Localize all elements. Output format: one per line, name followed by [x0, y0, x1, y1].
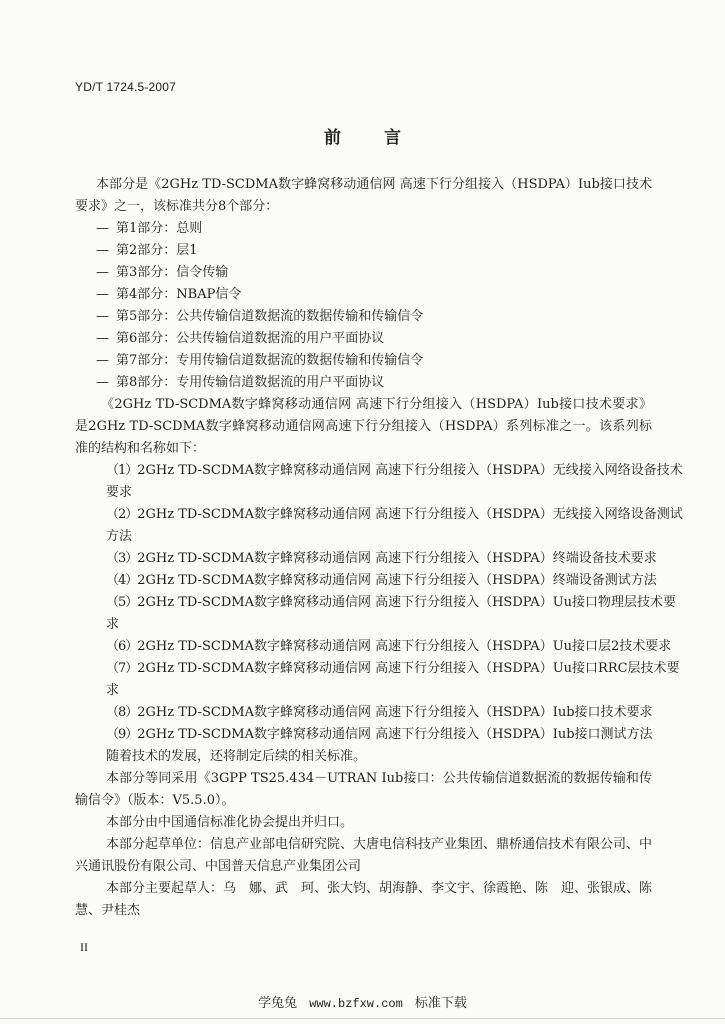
series-number: （8） — [106, 705, 138, 720]
series-number: （7） — [106, 661, 138, 676]
part-label: 第6部分：公共传输信道数据流的用户平面协议 — [116, 331, 385, 346]
series-title: 2GHz TD-SCDMA数字蜂窝移动通信网 高速下行分组接入（HSDPA）无线接入网络设备技术要求 — [106, 463, 683, 500]
list-item — [75, 372, 652, 394]
series-number: （5） — [106, 595, 138, 610]
dash-marker: — — [96, 375, 109, 390]
list-item — [75, 262, 652, 284]
series-title: 2GHz TD-SCDMA数字蜂窝移动通信网 高速下行分组接入（HSDPA）无线接入网络设备测试方法 — [106, 507, 683, 544]
document-code: YD/T 1724.5-2007 — [75, 80, 177, 94]
series-title: 2GHz TD-SCDMA数字蜂窝移动通信网 高速下行分组接入（HSDPA）Iub接口测试方法 — [137, 727, 653, 742]
dash-marker: — — [96, 287, 109, 302]
page-title: 前 言 — [324, 128, 414, 148]
drafters-paragraph: 本部分主要起草人：乌 娜、武 珂、张大钧、胡海静、李文宇、徐霞艳、陈 迎、张银成、陈 慧、尹桂杰 — [75, 881, 666, 918]
scan-edge-line — [0, 1018, 725, 1019]
series-item — [75, 570, 685, 592]
series-title: 2GHz TD-SCDMA数字蜂窝移动通信网 高速下行分组接入（HSDPA）终端设备技术要求 — [137, 551, 657, 566]
series-title: 2GHz TD-SCDMA数字蜂窝移动通信网 高速下行分组接入（HSDPA）终端设备测试方法 — [137, 573, 657, 588]
dash-marker: — — [96, 331, 109, 346]
dash-marker: — — [96, 221, 109, 236]
watermark — [0, 992, 725, 1011]
series-number: （9） — [106, 727, 138, 742]
list-item — [75, 350, 652, 372]
drafting-units-paragraph: 本部分起草单位：信息产业部电信研究院、大唐电信科技产业集团、鼎桥通信技术有限公司、中兴通讯股份有限公司、中国普天信息产业集团公司 — [75, 837, 653, 874]
series-title: 2GHz TD-SCDMA数字蜂窝移动通信网 高速下行分组接入（HSDPA）Iub接口技术要求 — [137, 705, 653, 720]
part-label: 第7部分：专用传输信道数据流的数据传输和传输信令 — [116, 353, 424, 368]
watermark-site-name: 学兔兔 — [258, 996, 298, 1011]
series-intro-paragraph: 《2GHz TD-SCDMA数字蜂窝移动通信网 高速下行分组接入（HSDPA）Iub接口技术要求》是2GHz TD-SCDMA数字蜂窝移动通信网高速下行分组接入（HSDPA）系列标准之一。该系列标准的结构和名称如下： — [75, 397, 652, 456]
adoption-paragraph: 本部分等同采用《3GPP TS25.434－UTRAN Iub接口：公共传输信道数据流的数据传输和传输信令》（版本：V5.5.0）。 — [75, 771, 652, 808]
series-item — [75, 636, 685, 658]
series-number: （1） — [106, 463, 138, 478]
series-number: （3） — [106, 551, 138, 566]
series-item — [75, 548, 685, 570]
list-item — [75, 218, 652, 240]
series-item — [75, 702, 685, 724]
list-item — [75, 328, 652, 350]
series-number: （4） — [106, 573, 138, 588]
dash-marker: — — [96, 265, 109, 280]
series-number: （6） — [106, 639, 138, 654]
part-label: 第2部分：层1 — [116, 243, 198, 258]
part-label: 第3部分：信令传输 — [116, 265, 229, 280]
series-item — [75, 724, 685, 746]
dash-marker: — — [96, 309, 109, 324]
future-standards-paragraph: 随着技术的发展，还将制定后续的相关标准。 — [106, 749, 367, 764]
proposer-paragraph: 本部分由中国通信标准化协会提出并归口。 — [106, 815, 354, 830]
part-label: 第1部分：总则 — [116, 221, 203, 236]
watermark-slogan: 标准下载 — [414, 996, 467, 1011]
part-label: 第5部分：公共传输信道数据流的数据传输和传输信令 — [116, 309, 424, 324]
intro-paragraph: 本部分是《2GHz TD-SCDMA数字蜂窝移动通信网 高速下行分组接入（HSDPA）Iub接口技术要求》之一，该标准共分8个部分： — [75, 177, 652, 214]
series-item — [75, 460, 685, 504]
list-item — [75, 240, 652, 262]
series-item — [75, 592, 685, 636]
part-label: 第8部分：专用传输信道数据流的用户平面协议 — [116, 375, 385, 390]
parts-list — [75, 218, 652, 394]
list-item — [75, 284, 652, 306]
series-title: 2GHz TD-SCDMA数字蜂窝移动通信网 高速下行分组接入（HSDPA）Uu接口层2技术要求 — [137, 639, 672, 654]
list-item — [75, 306, 652, 328]
dash-marker: — — [96, 243, 109, 258]
watermark-url: www.bzfxw.com — [309, 997, 403, 1011]
part-label: 第4部分：NBAP信令 — [116, 287, 242, 302]
series-item — [75, 658, 685, 702]
series-list — [75, 460, 685, 746]
series-number: （2） — [106, 507, 138, 522]
series-title: 2GHz TD-SCDMA数字蜂窝移动通信网 高速下行分组接入（HSDPA）Uu接口物理层技术要求 — [106, 595, 677, 632]
page-number: II — [80, 940, 88, 954]
series-item — [75, 504, 685, 548]
dash-marker: — — [96, 353, 109, 368]
series-title: 2GHz TD-SCDMA数字蜂窝移动通信网 高速下行分组接入（HSDPA）Uu接口RRC层技术要求 — [106, 661, 680, 698]
foreword-body — [75, 174, 683, 922]
